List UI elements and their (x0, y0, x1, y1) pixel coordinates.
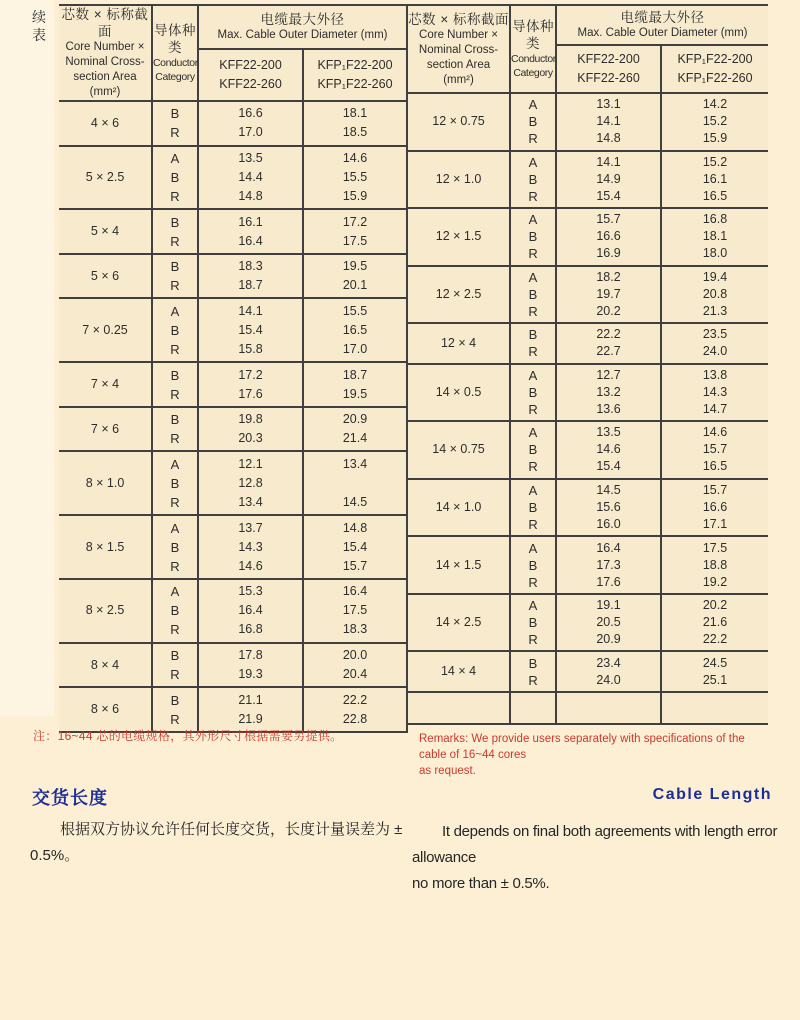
header-conductor-en: Conductor Category (511, 53, 556, 79)
cell-core-size: 12 × 4 (408, 323, 510, 363)
page-margin (0, 0, 54, 716)
cell-kff-diameter (556, 692, 661, 724)
cell-conductor-category: B R (152, 407, 198, 452)
table-row (59, 579, 407, 643)
table-row (408, 323, 768, 363)
header-core-number (59, 5, 152, 101)
header-conductor-en: Conductor Category (153, 57, 198, 83)
cell-core-size: 8 × 6 (59, 687, 152, 732)
cell-core-size: 14 × 0.5 (408, 364, 510, 422)
continued-char-2: 表 (32, 27, 46, 43)
table-row (59, 643, 407, 688)
table-row (408, 364, 768, 422)
cell-core-size: 14 × 4 (408, 651, 510, 692)
table-row (59, 362, 407, 407)
table-row (408, 208, 768, 266)
header-max-diameter-en: Max. Cable Outer Diameter (mm) (577, 27, 748, 39)
header-kff-models: KFF22-200 KFF22-260 (198, 49, 303, 101)
cell-kff-diameter: 13.1 14.1 14.8 (556, 93, 661, 151)
header-max-diameter (198, 5, 407, 49)
cell-conductor-category: A B R (510, 151, 556, 209)
cell-conductor-category: B R (510, 323, 556, 363)
cell-kff-diameter: 16.4 17.3 17.6 (556, 536, 661, 594)
cell-kfp-diameter: 16.4 17.5 18.3 (303, 579, 407, 643)
cell-core-size: 4 × 6 (59, 101, 152, 146)
table-row (408, 151, 768, 209)
cell-kff-diameter: 19.1 20.5 20.9 (556, 594, 661, 652)
table-row (59, 209, 407, 254)
cell-core-size: 8 × 2.5 (59, 579, 152, 643)
cell-conductor-category: A B R (510, 208, 556, 266)
cell-kff-diameter: 15.7 16.6 16.9 (556, 208, 661, 266)
cell-core-size: 7 × 4 (59, 362, 152, 407)
cell-kff-diameter: 21.1 21.9 (198, 687, 303, 732)
cell-core-size: 8 × 1.5 (59, 515, 152, 579)
cell-kfp-diameter: 14.8 15.4 15.7 (303, 515, 407, 579)
cell-kff-diameter: 23.4 24.0 (556, 651, 661, 692)
table-row (59, 254, 407, 299)
continued-table-label (30, 8, 48, 44)
cell-kfp-diameter: 19.5 20.1 (303, 254, 407, 299)
cell-core-size: 5 × 6 (59, 254, 152, 299)
header-core-number-en: Core Number × Nominal Cross- section Area (mm²) (65, 41, 145, 98)
cell-kfp-diameter: 20.9 21.4 (303, 407, 407, 452)
cable-diameter-table-left (59, 4, 408, 733)
cell-conductor-category: B R (510, 651, 556, 692)
cell-kff-diameter: 14.1 14.9 15.4 (556, 151, 661, 209)
cell-kfp-diameter: 13.8 14.3 14.7 (661, 364, 768, 422)
paragraph-chinese: 根据双方协议允许任何长度交货，长度计量误差为 ± 0.5%。 (30, 821, 403, 864)
cell-core-size (408, 692, 510, 724)
note-chinese: 注：16~44 芯的电缆规格，其外形尺寸根据需要另提供。 (33, 729, 343, 743)
cell-conductor-category: B R (152, 254, 198, 299)
cable-diameter-table-right (408, 4, 768, 725)
cell-kff-diameter: 15.3 16.4 16.8 (198, 579, 303, 643)
cell-kfp-diameter: 15.2 16.1 16.5 (661, 151, 768, 209)
cell-kff-diameter: 12.1 12.8 13.4 (198, 451, 303, 515)
cell-core-size: 12 × 1.5 (408, 208, 510, 266)
cell-kfp-diameter: 20.0 20.4 (303, 643, 407, 688)
cell-kff-diameter: 18.3 18.7 (198, 254, 303, 299)
cell-kff-diameter: 19.8 20.3 (198, 407, 303, 452)
cell-kfp-diameter: 15.7 16.6 17.1 (661, 479, 768, 537)
header-core-number-zh: 芯数 × 标称截面 (61, 7, 149, 39)
table-row (59, 515, 407, 579)
header-core-number (408, 5, 510, 93)
cell-kfp-diameter: 14.6 15.5 15.9 (303, 146, 407, 210)
cell-kfp-diameter (661, 692, 768, 724)
cell-kfp-diameter: 19.4 20.8 21.3 (661, 266, 768, 324)
cell-conductor-category (510, 692, 556, 724)
cell-conductor-category: A B R (510, 266, 556, 324)
cell-kff-diameter: 16.6 17.0 (198, 101, 303, 146)
cell-conductor-category: A B R (510, 93, 556, 151)
header-conductor-category (510, 5, 556, 93)
table-row (408, 692, 768, 724)
section-heading-chinese: 交货长度 (32, 788, 108, 808)
table-row (59, 407, 407, 452)
table-row (59, 101, 407, 146)
cell-kfp-diameter: 18.7 19.5 (303, 362, 407, 407)
cell-kfp-diameter: 16.8 18.1 18.0 (661, 208, 768, 266)
header-core-number-zh: 芯数 × 标称截面 (408, 11, 509, 27)
cell-conductor-category: A B R (152, 515, 198, 579)
cell-core-size: 7 × 0.25 (59, 298, 152, 362)
table-row (408, 266, 768, 324)
cell-kff-diameter: 14.1 15.4 15.8 (198, 298, 303, 362)
cell-conductor-category: A B R (510, 594, 556, 652)
cell-kff-diameter: 13.5 14.6 15.4 (556, 421, 661, 479)
continued-char-1: 续 (32, 9, 46, 25)
cell-kff-diameter: 16.1 16.4 (198, 209, 303, 254)
cell-kfp-diameter: 13.4 14.5 (303, 451, 407, 515)
cell-core-size: 14 × 0.75 (408, 421, 510, 479)
header-max-diameter-en: Max. Cable Outer Diameter (mm) (217, 28, 388, 41)
cell-kff-diameter: 14.5 15.6 16.0 (556, 479, 661, 537)
header-kfp-models: KFP₁F22-200 KFP₁F22-260 (661, 45, 768, 93)
table-row (59, 451, 407, 515)
cell-kfp-diameter: 18.1 18.5 (303, 101, 407, 146)
cell-kff-diameter: 18.2 19.7 20.2 (556, 266, 661, 324)
header-kfp-models: KFP₁F22-200 KFP₁F22-260 (303, 49, 407, 101)
cell-kfp-diameter: 24.5 25.1 (661, 651, 768, 692)
cell-kff-diameter: 13.5 14.4 14.8 (198, 146, 303, 210)
cell-core-size: 7 × 6 (59, 407, 152, 452)
header-core-number-en: Core Number × Nominal Cross- section Area (mm²) (418, 28, 499, 86)
cell-kfp-diameter: 23.5 24.0 (661, 323, 768, 363)
cell-kff-diameter: 13.7 14.3 14.6 (198, 515, 303, 579)
cell-kff-diameter: 22.2 22.7 (556, 323, 661, 363)
section-heading-english: Cable Length (652, 786, 772, 803)
cell-kff-diameter: 12.7 13.2 13.6 (556, 364, 661, 422)
header-kff-models: KFF22-200 KFF22-260 (556, 45, 661, 93)
cell-kfp-diameter: 22.2 22.8 (303, 687, 407, 732)
cell-kff-diameter: 17.2 17.6 (198, 362, 303, 407)
cell-conductor-category: A B R (510, 536, 556, 594)
cell-kfp-diameter: 14.2 15.2 15.9 (661, 93, 768, 151)
cell-conductor-category: B R (152, 643, 198, 688)
header-conductor-category (152, 5, 198, 101)
cell-conductor-category: A B R (510, 479, 556, 537)
cell-core-size: 12 × 2.5 (408, 266, 510, 324)
table-row (408, 479, 768, 537)
header-conductor-zh: 导体种 类 (154, 23, 196, 55)
table-row (408, 421, 768, 479)
table-row (59, 687, 407, 732)
table-row (59, 298, 407, 362)
table-row (59, 146, 407, 210)
cell-kfp-diameter: 15.5 16.5 17.0 (303, 298, 407, 362)
cell-kfp-diameter: 14.6 15.7 16.5 (661, 421, 768, 479)
cell-conductor-category: B R (152, 687, 198, 732)
cell-conductor-category: A B R (152, 451, 198, 515)
cell-core-size: 5 × 4 (59, 209, 152, 254)
cell-conductor-category: B R (152, 209, 198, 254)
cell-kff-diameter: 17.8 19.3 (198, 643, 303, 688)
cell-conductor-category: B R (152, 101, 198, 146)
cell-core-size: 12 × 1.0 (408, 151, 510, 209)
header-max-diameter-zh: 电缆最大外径 (620, 10, 705, 25)
cell-conductor-category: B R (152, 362, 198, 407)
cell-conductor-category: A B R (152, 579, 198, 643)
table-row (408, 594, 768, 652)
header-max-diameter (556, 5, 768, 45)
note-english: Remarks: We provide users separately with specifications of the cable of 16~44 cores as request. (419, 733, 745, 777)
cell-conductor-category: A B R (152, 298, 198, 362)
cell-core-size: 14 × 1.0 (408, 479, 510, 537)
cell-kfp-diameter: 17.5 18.8 19.2 (661, 536, 768, 594)
cell-kfp-diameter: 20.2 21.6 22.2 (661, 594, 768, 652)
cell-core-size: 12 × 0.75 (408, 93, 510, 151)
cell-core-size: 8 × 1.0 (59, 451, 152, 515)
cell-kfp-diameter: 17.2 17.5 (303, 209, 407, 254)
cell-conductor-category: A B R (510, 421, 556, 479)
paragraph-english: It depends on final both agreements with length error allowance no more than ± 0.5%. (412, 823, 778, 892)
cable-diameter-tables (59, 4, 768, 725)
cell-core-size: 14 × 1.5 (408, 536, 510, 594)
table-row (408, 93, 768, 151)
table-row (408, 536, 768, 594)
header-conductor-zh: 导体种 类 (512, 19, 555, 51)
cell-core-size: 8 × 4 (59, 643, 152, 688)
cell-conductor-category: A B R (152, 146, 198, 210)
header-max-diameter-zh: 电缆最大外径 (260, 11, 345, 27)
cell-core-size: 14 × 2.5 (408, 594, 510, 652)
cell-conductor-category: A B R (510, 364, 556, 422)
cell-core-size: 5 × 2.5 (59, 146, 152, 210)
table-row (408, 651, 768, 692)
